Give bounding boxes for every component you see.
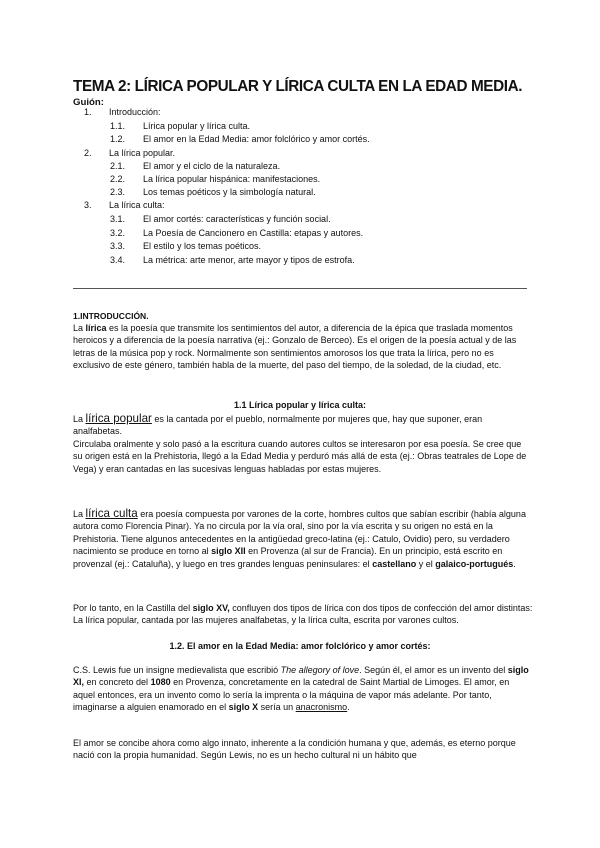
outline-number: 3. xyxy=(84,200,92,210)
innate-love-paragraph: El amor se concibe ahora como algo innato, inherente a la condición humana y que, además, es eterno porque nació con la propia humanidad. Según Lewis, no es un hecho cultural ni un hábito que xyxy=(73,738,516,761)
outline-item: La lírica popular hispánica: manifestaciones. xyxy=(143,174,321,184)
outline-item: El amor en la Edad Media: amor folclórico y amor cortés. xyxy=(143,134,370,144)
outline-number: 3.3. xyxy=(110,241,126,251)
outline-label: Guión: xyxy=(73,97,104,108)
outline-number: 3.4. xyxy=(110,255,126,265)
subsection-heading-1-1: 1.1 Lírica popular y lírica culta: xyxy=(233,400,367,410)
outline-item: La Poesía de Cancionero en Castilla: etapas y autores. xyxy=(143,228,364,238)
outline-number: 2.1. xyxy=(110,161,126,171)
cult-lyric-paragraph: La lírica culta era poesía compuesta por varones de la corte, hombres cultos que sabían escribir (había alguna autora como Florencia Pinar). Ya no circula por la vía oral, sino por la vía escrita y su origen no está en la Prehistoria. Tiene algunos antecedentes en la antigüedad greco-latina (ej.: Catulo, Ovidio) pero, su verdadero nacimiento se produce en torno al siglo XII en Provenza (al sur de Francia). En un principio, está escrito en provenzal (ej.: Cataluña), y luego en tres grandes lenguas peninsulares: el castellano y el galaico-portugués. xyxy=(73,507,526,569)
horizontal-divider xyxy=(73,288,527,289)
document-title: TEMA 2: LÍRICA POPULAR Y LÍRICA CULTA EN LA EDAD MEDIA. xyxy=(73,78,523,95)
outline-item: Los temas poéticos y la simbología natural. xyxy=(143,187,316,197)
outline-number: 3.2. xyxy=(110,228,126,238)
outline-item: El amor y el ciclo de la naturaleza. xyxy=(143,161,281,171)
outline-item: El amor cortés: características y función social. xyxy=(143,214,331,224)
outline-item: La lírica popular. xyxy=(109,148,176,158)
lewis-paragraph: C.S. Lewis fue un insigne medievalista que escribió The allegory of love. Según él, el amor es un invento del siglo XI, en concreto del 1080 en Provenza, concretamente en la catedral de Saint Martial de Limoges. El amor, en aquel entonces, era un invento como lo sería la imprenta o la máquina de vapor más adelante. Por tanto, imaginarse a alguien enamorado en el siglo X sería un anacronismo. xyxy=(73,665,529,713)
popular-lyric-paragraph: La lírica popular es la cantada por el pueblo, normalmente por mujeres que, hay que suponer, eran analfabetas. Circulaba oralmente y solo pasó a la escritura cuando autores cultos se interesaron por esa poesía. Se cree que su origen está en la Prehistoria, llegó a la Edad Media y perduró más allá de esta (ej.: Obras teatrales de Lope de Vega) y eran cantadas en las sucesivas lenguas habladas por estas mujeres. xyxy=(73,412,527,474)
outline-number: 1. xyxy=(84,107,92,117)
outline-item: El estilo y los temas poéticos. xyxy=(143,241,262,251)
outline-item: Introducción: xyxy=(109,107,161,117)
section-heading-introduccion: 1.INTRODUCCIÓN. xyxy=(73,311,149,321)
intro-paragraph: La lírica es la poesía que transmite los sentimientos del autor, a diferencia de la épica que traslada momentos heroicos y a diferencia de la poesía narrativa (ej.: Gonzalo de Berceo). Es el origen de la poesía actual y de las letras de la música pop y rock. Normalmente son sentimientos amorosos los que trata la lírica, pero no es exclusivo de este género, también habla de la muerte, del paso del tiempo, de la soledad, de la ciudad, etc. xyxy=(73,323,517,371)
outline-number: 2.2. xyxy=(110,174,126,184)
conclusion-paragraph: Por lo tanto, en la Castilla del siglo XV, confluyen dos tipos de lírica con dos tipos de confección del amor distintas: La lírica popular, cantada por las mujeres analfabetas, y la lírica culta, escrita por varones cultos. xyxy=(73,603,533,626)
outline-item: Lírica popular y lírica culta. xyxy=(143,121,251,131)
outline-item: La lírica culta: xyxy=(109,200,165,210)
outline-number: 3.1. xyxy=(110,214,126,224)
outline-number: 2.3. xyxy=(110,187,126,197)
outline-number: 2. xyxy=(84,148,92,158)
outline-number: 1.1. xyxy=(110,121,126,131)
outline-number: 1.2. xyxy=(110,134,126,144)
subsection-heading-1-2: 1.2. El amor en la Edad Media: amor folclórico y amor cortés: xyxy=(169,641,431,651)
outline-item: La métrica: arte menor, arte mayor y tipos de estrofa. xyxy=(143,255,355,265)
